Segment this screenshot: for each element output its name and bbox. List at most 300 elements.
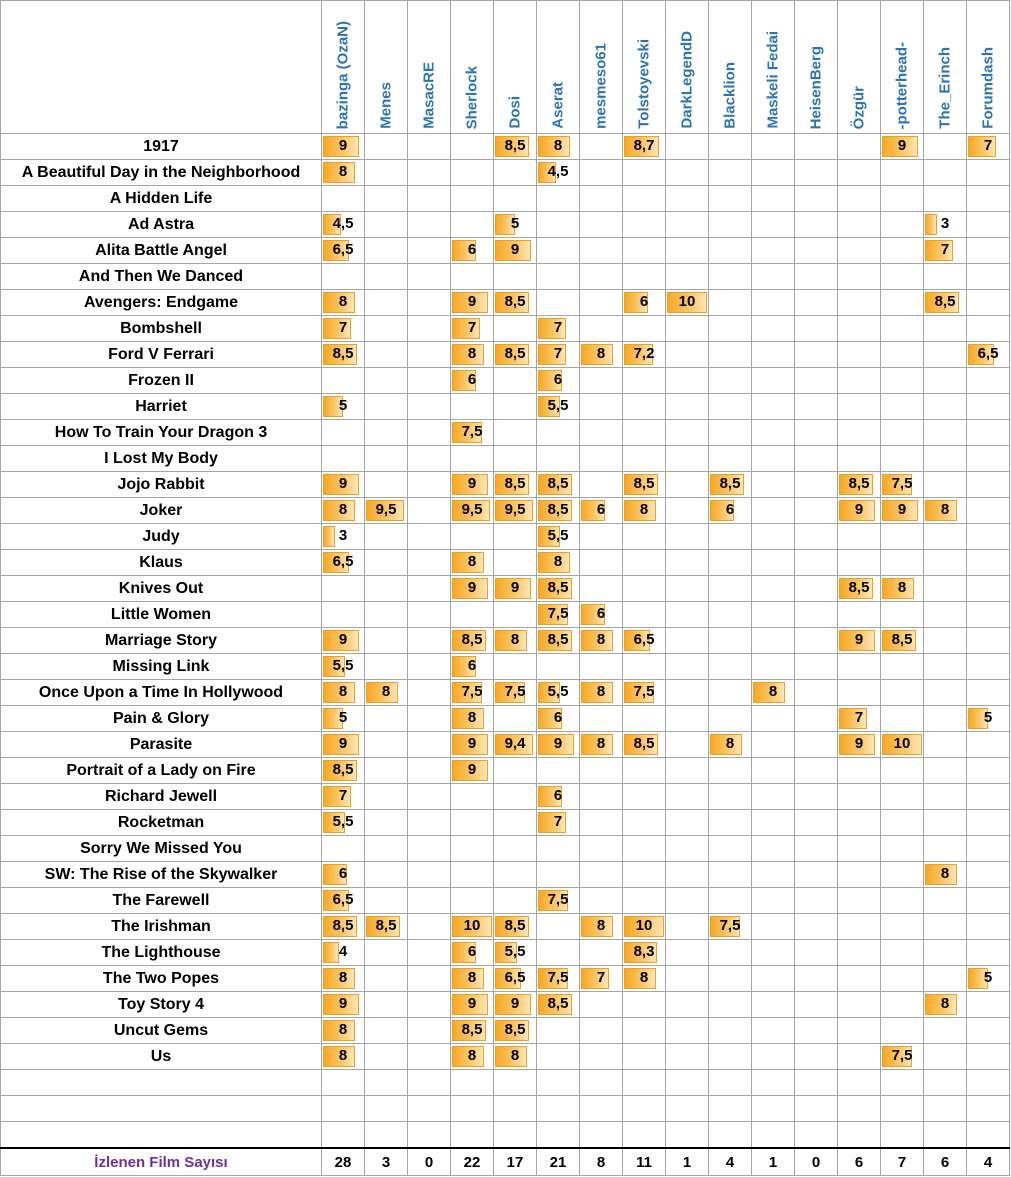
film-title[interactable]: Bombshell [1,316,322,342]
rating-cell[interactable] [408,420,451,446]
rating-cell[interactable] [838,888,881,914]
rating-cell[interactable] [365,888,408,914]
rating-cell[interactable] [838,368,881,394]
rating-cell[interactable] [580,602,623,628]
film-title[interactable]: The Farewell [1,888,322,914]
rating-cell[interactable] [623,680,666,706]
rating-cell[interactable] [408,316,451,342]
rating-cell[interactable] [623,862,666,888]
rating-cell[interactable] [365,1018,408,1044]
rating-cell[interactable] [881,524,924,550]
empty-cell[interactable] [924,1122,967,1149]
rating-cell[interactable] [924,680,967,706]
rating-cell[interactable] [408,992,451,1018]
rating-cell[interactable] [451,654,494,680]
rating-cell[interactable] [451,212,494,238]
rating-cell[interactable] [752,134,795,160]
rating-cell[interactable] [408,888,451,914]
empty-cell[interactable] [623,1096,666,1122]
rating-cell[interactable] [795,394,838,420]
film-title[interactable]: How To Train Your Dragon 3 [1,420,322,446]
rating-cell[interactable] [752,992,795,1018]
rating-cell[interactable] [408,368,451,394]
rating-cell[interactable] [537,680,580,706]
rating-cell[interactable] [666,602,709,628]
rating-cell[interactable] [709,498,752,524]
rating-cell[interactable] [924,576,967,602]
rating-cell[interactable] [967,316,1010,342]
rating-cell[interactable] [408,836,451,862]
rating-cell[interactable] [838,940,881,966]
rating-cell[interactable] [666,628,709,654]
film-title[interactable]: A Hidden Life [1,186,322,212]
rating-cell[interactable] [322,550,365,576]
rating-cell[interactable] [408,186,451,212]
empty-cell[interactable] [408,1122,451,1149]
rating-cell[interactable] [494,602,537,628]
rating-cell[interactable] [752,628,795,654]
rating-cell[interactable] [322,966,365,992]
rating-cell[interactable] [838,810,881,836]
empty-cell[interactable] [537,1070,580,1096]
rating-cell[interactable] [752,758,795,784]
rating-cell[interactable] [580,420,623,446]
rating-cell[interactable] [494,706,537,732]
rating-cell[interactable] [494,888,537,914]
empty-cell[interactable] [666,1070,709,1096]
rating-cell[interactable] [838,394,881,420]
rating-cell[interactable] [709,836,752,862]
rating-cell[interactable] [408,810,451,836]
rating-cell[interactable] [537,732,580,758]
rating-cell[interactable] [623,1044,666,1070]
empty-cell[interactable] [408,1070,451,1096]
rating-cell[interactable] [494,186,537,212]
rating-cell[interactable] [881,784,924,810]
rating-cell[interactable] [322,186,365,212]
empty-cell[interactable] [709,1096,752,1122]
rating-cell[interactable] [666,706,709,732]
rating-cell[interactable] [494,784,537,810]
rating-cell[interactable] [623,290,666,316]
rating-cell[interactable] [838,966,881,992]
rating-cell[interactable] [365,914,408,940]
rating-cell[interactable] [623,134,666,160]
rating-cell[interactable] [924,1044,967,1070]
rating-cell[interactable] [967,602,1010,628]
rating-cell[interactable] [752,810,795,836]
rating-cell[interactable] [752,706,795,732]
rating-cell[interactable] [752,472,795,498]
rating-cell[interactable] [365,706,408,732]
rating-cell[interactable] [580,264,623,290]
rating-cell[interactable] [881,134,924,160]
rating-cell[interactable] [580,784,623,810]
rating-cell[interactable] [967,940,1010,966]
rating-cell[interactable] [752,1018,795,1044]
rating-cell[interactable] [408,134,451,160]
rating-cell[interactable] [881,914,924,940]
rating-cell[interactable] [795,914,838,940]
total-count[interactable]: 4 [967,1148,1010,1176]
rating-cell[interactable] [537,784,580,810]
rating-cell[interactable] [967,1044,1010,1070]
empty-cell[interactable] [322,1070,365,1096]
rating-cell[interactable] [451,706,494,732]
rating-cell[interactable] [709,160,752,186]
rating-cell[interactable] [580,134,623,160]
rating-cell[interactable] [451,186,494,212]
rating-cell[interactable] [537,212,580,238]
rating-cell[interactable] [408,706,451,732]
rating-cell[interactable] [451,134,494,160]
rating-cell[interactable] [967,810,1010,836]
rating-cell[interactable] [365,186,408,212]
empty-cell[interactable] [924,1096,967,1122]
rating-cell[interactable] [752,836,795,862]
rating-cell[interactable] [967,290,1010,316]
rating-cell[interactable] [623,1018,666,1044]
rating-cell[interactable] [580,966,623,992]
rating-cell[interactable] [322,628,365,654]
rating-cell[interactable] [924,446,967,472]
empty-cell[interactable] [451,1122,494,1149]
rating-cell[interactable] [666,498,709,524]
rating-cell[interactable] [623,732,666,758]
rating-cell[interactable] [580,550,623,576]
user-header[interactable] [623,1,666,134]
rating-cell[interactable] [365,654,408,680]
rating-cell[interactable] [752,238,795,264]
empty-cell[interactable] [537,1122,580,1149]
rating-cell[interactable] [795,524,838,550]
rating-cell[interactable] [838,758,881,784]
total-count[interactable]: 0 [408,1148,451,1176]
rating-cell[interactable] [451,862,494,888]
rating-cell[interactable] [451,368,494,394]
rating-cell[interactable] [365,576,408,602]
empty-cell[interactable] [322,1122,365,1149]
rating-cell[interactable] [408,472,451,498]
rating-cell[interactable] [623,654,666,680]
rating-cell[interactable] [752,914,795,940]
rating-cell[interactable] [580,836,623,862]
rating-cell[interactable] [580,316,623,342]
rating-cell[interactable] [537,888,580,914]
user-header[interactable] [752,1,795,134]
rating-cell[interactable] [709,602,752,628]
rating-cell[interactable] [924,862,967,888]
rating-cell[interactable] [881,264,924,290]
rating-cell[interactable] [967,888,1010,914]
rating-cell[interactable] [709,732,752,758]
rating-cell[interactable] [365,628,408,654]
film-title[interactable]: The Two Popes [1,966,322,992]
rating-cell[interactable] [795,550,838,576]
rating-cell[interactable] [623,394,666,420]
rating-cell[interactable] [666,1018,709,1044]
film-title[interactable]: And Then We Danced [1,264,322,290]
total-count[interactable]: 21 [537,1148,580,1176]
rating-cell[interactable] [494,238,537,264]
rating-cell[interactable] [795,446,838,472]
rating-cell[interactable] [795,940,838,966]
film-title[interactable]: Knives Out [1,576,322,602]
rating-cell[interactable] [494,810,537,836]
rating-cell[interactable] [666,654,709,680]
rating-cell[interactable] [408,732,451,758]
total-count[interactable]: 6 [924,1148,967,1176]
rating-cell[interactable] [924,966,967,992]
rating-cell[interactable] [795,654,838,680]
rating-cell[interactable] [365,732,408,758]
rating-cell[interactable] [580,238,623,264]
rating-cell[interactable] [666,524,709,550]
user-header[interactable] [881,1,924,134]
film-title[interactable]: Joker [1,498,322,524]
empty-cell[interactable] [494,1096,537,1122]
rating-cell[interactable] [408,576,451,602]
rating-cell[interactable] [451,1044,494,1070]
rating-cell[interactable] [365,602,408,628]
rating-cell[interactable] [494,394,537,420]
rating-cell[interactable] [408,238,451,264]
rating-cell[interactable] [494,992,537,1018]
rating-cell[interactable] [838,862,881,888]
rating-cell[interactable] [666,160,709,186]
rating-cell[interactable] [580,524,623,550]
rating-cell[interactable] [451,602,494,628]
rating-cell[interactable] [451,810,494,836]
rating-cell[interactable] [924,836,967,862]
rating-cell[interactable] [881,862,924,888]
rating-cell[interactable] [709,290,752,316]
rating-cell[interactable] [580,472,623,498]
rating-cell[interactable] [795,992,838,1018]
rating-cell[interactable] [451,888,494,914]
total-count[interactable]: 3 [365,1148,408,1176]
rating-cell[interactable] [365,1044,408,1070]
rating-cell[interactable] [537,394,580,420]
rating-cell[interactable] [408,966,451,992]
rating-cell[interactable] [322,1018,365,1044]
rating-cell[interactable] [752,680,795,706]
rating-cell[interactable] [666,472,709,498]
rating-cell[interactable] [580,758,623,784]
rating-cell[interactable] [408,628,451,654]
rating-cell[interactable] [709,992,752,1018]
empty-cell[interactable] [838,1070,881,1096]
rating-cell[interactable] [623,264,666,290]
rating-cell[interactable] [408,680,451,706]
rating-cell[interactable] [709,940,752,966]
user-header[interactable] [709,1,752,134]
rating-cell[interactable] [881,290,924,316]
rating-cell[interactable] [537,472,580,498]
rating-cell[interactable] [365,238,408,264]
rating-cell[interactable] [709,758,752,784]
empty-cell[interactable] [795,1096,838,1122]
rating-cell[interactable] [967,212,1010,238]
rating-cell[interactable] [537,992,580,1018]
rating-cell[interactable] [451,394,494,420]
rating-cell[interactable] [365,940,408,966]
empty-cell[interactable] [623,1070,666,1096]
rating-cell[interactable] [537,914,580,940]
rating-cell[interactable] [322,498,365,524]
rating-cell[interactable] [967,550,1010,576]
rating-cell[interactable] [795,732,838,758]
empty-cell[interactable] [322,1096,365,1122]
rating-cell[interactable] [967,862,1010,888]
rating-cell[interactable] [666,940,709,966]
rating-cell[interactable] [752,290,795,316]
rating-cell[interactable] [709,212,752,238]
rating-cell[interactable] [838,498,881,524]
user-header[interactable] [451,1,494,134]
rating-cell[interactable] [881,550,924,576]
rating-cell[interactable] [666,784,709,810]
rating-cell[interactable] [924,238,967,264]
rating-cell[interactable] [537,576,580,602]
rating-cell[interactable] [967,342,1010,368]
rating-cell[interactable] [967,1018,1010,1044]
rating-cell[interactable] [580,680,623,706]
rating-cell[interactable] [451,264,494,290]
rating-cell[interactable] [924,420,967,446]
empty-cell[interactable] [580,1070,623,1096]
rating-cell[interactable] [709,186,752,212]
rating-cell[interactable] [322,1044,365,1070]
rating-cell[interactable] [924,134,967,160]
rating-cell[interactable] [580,628,623,654]
rating-cell[interactable] [924,758,967,784]
empty-cell[interactable] [709,1122,752,1149]
total-count[interactable]: 7 [881,1148,924,1176]
rating-cell[interactable] [795,758,838,784]
rating-cell[interactable] [924,186,967,212]
rating-cell[interactable] [623,628,666,654]
rating-cell[interactable] [537,1044,580,1070]
rating-cell[interactable] [408,1018,451,1044]
rating-cell[interactable] [881,732,924,758]
empty-cell[interactable] [709,1070,752,1096]
rating-cell[interactable] [967,576,1010,602]
rating-cell[interactable] [537,498,580,524]
user-header[interactable] [967,1,1010,134]
rating-cell[interactable] [967,134,1010,160]
film-title[interactable]: Sorry We Missed You [1,836,322,862]
rating-cell[interactable] [881,472,924,498]
rating-cell[interactable] [795,784,838,810]
empty-cell[interactable] [881,1096,924,1122]
empty-cell[interactable] [1,1096,322,1122]
rating-cell[interactable] [795,1018,838,1044]
rating-cell[interactable] [322,862,365,888]
rating-cell[interactable] [537,342,580,368]
rating-cell[interactable] [408,394,451,420]
rating-cell[interactable] [451,628,494,654]
film-title[interactable]: Ford V Ferrari [1,342,322,368]
rating-cell[interactable] [537,134,580,160]
user-header[interactable] [924,1,967,134]
rating-cell[interactable] [580,342,623,368]
rating-cell[interactable] [537,628,580,654]
rating-cell[interactable] [666,186,709,212]
rating-cell[interactable] [967,992,1010,1018]
rating-cell[interactable] [494,732,537,758]
rating-cell[interactable] [451,238,494,264]
film-title[interactable]: Judy [1,524,322,550]
total-count[interactable]: 0 [795,1148,838,1176]
rating-cell[interactable] [494,940,537,966]
rating-cell[interactable] [838,316,881,342]
rating-cell[interactable] [365,498,408,524]
rating-cell[interactable] [709,1044,752,1070]
rating-cell[interactable] [709,888,752,914]
rating-cell[interactable] [795,316,838,342]
rating-cell[interactable] [623,316,666,342]
rating-cell[interactable] [537,420,580,446]
rating-cell[interactable] [451,446,494,472]
empty-cell[interactable] [365,1096,408,1122]
rating-cell[interactable] [967,420,1010,446]
rating-cell[interactable] [623,446,666,472]
rating-cell[interactable] [709,550,752,576]
rating-cell[interactable] [365,992,408,1018]
rating-cell[interactable] [623,498,666,524]
rating-cell[interactable] [924,628,967,654]
user-header[interactable] [838,1,881,134]
rating-cell[interactable] [838,134,881,160]
rating-cell[interactable] [365,784,408,810]
rating-cell[interactable] [924,914,967,940]
rating-cell[interactable] [924,290,967,316]
rating-cell[interactable] [365,472,408,498]
rating-cell[interactable] [537,524,580,550]
rating-cell[interactable] [881,992,924,1018]
rating-cell[interactable] [537,446,580,472]
rating-cell[interactable] [838,628,881,654]
rating-cell[interactable] [365,810,408,836]
film-title[interactable]: Frozen II [1,368,322,394]
film-title[interactable]: Little Women [1,602,322,628]
rating-cell[interactable] [451,342,494,368]
rating-cell[interactable] [623,706,666,732]
rating-cell[interactable] [365,134,408,160]
rating-cell[interactable] [838,992,881,1018]
rating-cell[interactable] [924,888,967,914]
rating-cell[interactable] [408,342,451,368]
rating-cell[interactable] [494,446,537,472]
rating-cell[interactable] [494,680,537,706]
rating-cell[interactable] [666,576,709,602]
empty-cell[interactable] [451,1096,494,1122]
rating-cell[interactable] [623,472,666,498]
total-count[interactable]: 1 [666,1148,709,1176]
rating-cell[interactable] [709,862,752,888]
rating-cell[interactable] [580,992,623,1018]
rating-cell[interactable] [666,966,709,992]
rating-cell[interactable] [795,576,838,602]
rating-cell[interactable] [494,914,537,940]
total-count[interactable]: 4 [709,1148,752,1176]
rating-cell[interactable] [838,732,881,758]
rating-cell[interactable] [666,394,709,420]
rating-cell[interactable] [924,524,967,550]
rating-cell[interactable] [795,680,838,706]
rating-cell[interactable] [408,1044,451,1070]
